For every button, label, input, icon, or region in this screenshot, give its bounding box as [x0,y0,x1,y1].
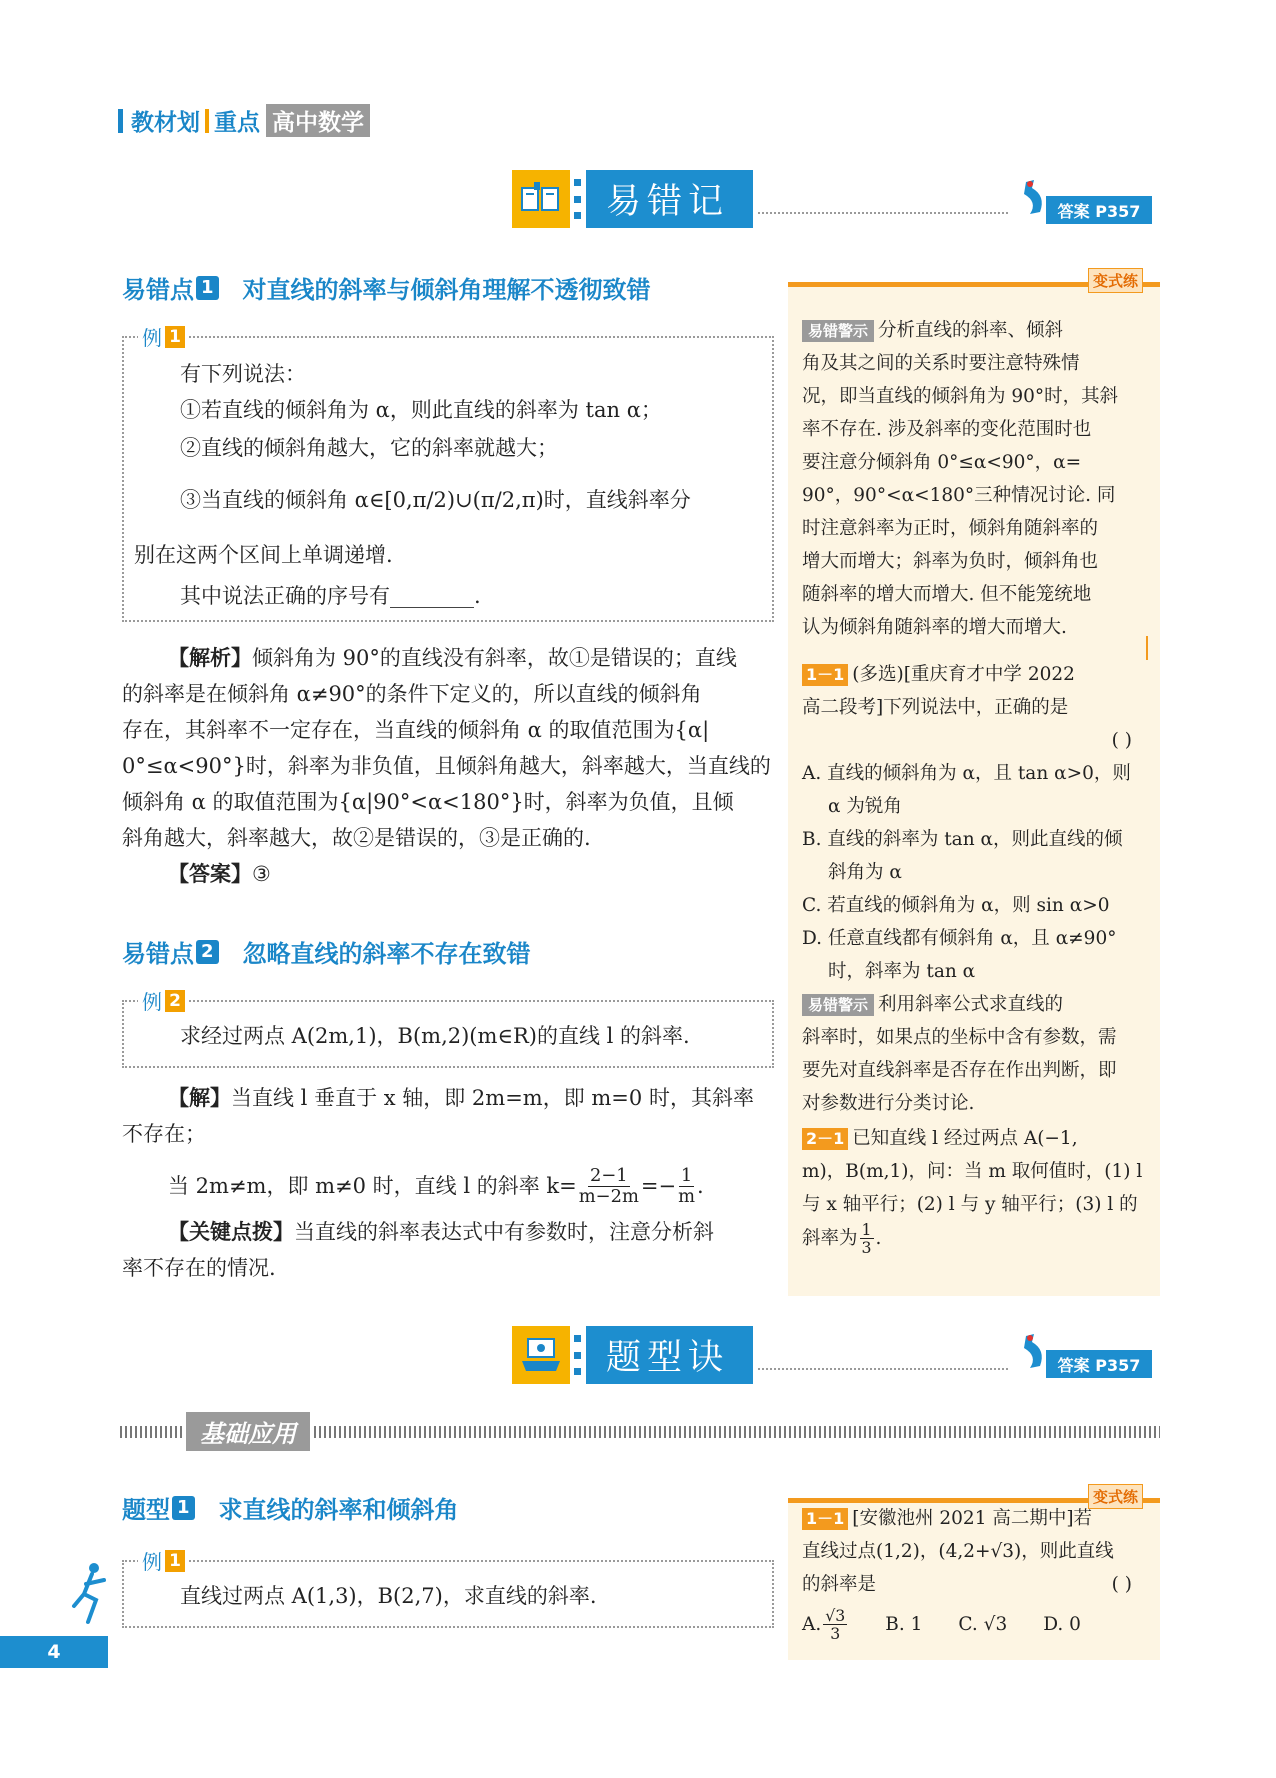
warning-line: 时注意斜率为正时，倾斜角随斜率的 [802,518,1099,539]
fraction [678,1166,695,1206]
example-label-text: 例 [142,1550,162,1574]
solution-block [122,1080,772,1286]
question-head: (多选)[重庆育才中学 2022 [852,664,1075,685]
example-label [138,1546,189,1575]
option-a-label: A. [802,1614,822,1636]
warning-line: 角及其之间的关系时要注意特殊情 [802,353,1080,374]
warning-line: 增大而增大；斜率为负时，倾斜角也 [802,551,1099,572]
section-header-question-types [512,1326,753,1384]
analysis-line: 0°≤α<90°}时，斜率为非负值，且倾斜角越大，斜率越大，当直线的 [122,754,771,778]
solution-label: 【解】 [168,1086,231,1110]
answer-label: 【答案】 [168,862,252,886]
question-line: 已知直线 l 经过两点 A(−1, [852,1128,1078,1149]
warning-block-2 [802,988,1152,1120]
warning-line: 随斜率的增大而增大. 但不能笼统地 [802,584,1092,605]
stripes [314,1426,1160,1438]
error-point-num: 1 [196,276,219,300]
books-icon [512,170,570,228]
question-tag: 1－1 [802,1508,848,1530]
corner-mark [1146,636,1148,660]
analysis-block [122,640,772,892]
warning-line: 率不存在. 涉及斜率的变化范围时也 [802,419,1092,440]
question-ask: 其中说法正确的序号有________. [180,584,481,608]
error-point-title: 忽略直线的斜率不存在致错 [242,940,531,968]
question-tag: 2－1 [802,1128,848,1150]
bird-icon [1016,178,1048,218]
key-point-line: 率不存在的情况. [122,1256,276,1281]
practice-question [802,1502,1152,1643]
warning-line: 对参数进行分类讨论. [802,1093,975,1114]
practice-badge: 变式练 [1088,268,1143,293]
brand-part1: 教材划 [131,110,200,136]
fraction-numerator: √3 [825,1606,846,1625]
stripes [120,1426,182,1438]
question-head: [安徽池州 2021 高二期中]若 [852,1508,1093,1529]
fraction-numerator: 2−1 [589,1165,628,1186]
analysis-line: 倾斜角 α 的取值范围为{α|90°<α<180°}时，斜率为负值，且倾 [122,790,734,814]
statement-3-cont: 别在这两个区间上单调递增. [134,543,393,567]
fraction-denominator: m [678,1185,696,1207]
header-dots [574,1335,582,1375]
error-point-1-heading [122,270,651,305]
warning-block-1 [802,314,1152,644]
warning-line: 认为倾斜角随斜率的增大而增大. [802,617,1067,638]
example-number: 1 [165,326,185,348]
option-d-cont: 时，斜率为 tan α [828,961,976,982]
key-point-label: 【关键点拨】 [168,1220,294,1245]
question-1-1 [802,658,1152,988]
error-point-2-heading [122,934,531,969]
warning-line: 利用斜率公式求直线的 [878,994,1064,1015]
statement-1: ①若直线的倾斜角为 α，则此直线的斜率为 tan α； [180,398,662,422]
equals-minus: =− [640,1174,677,1199]
brand-separator [205,109,209,133]
question-tag: 1－1 [802,664,848,686]
section-title: 易错记 [586,170,753,228]
example-2-question: 求经过两点 A(2m,1)，B(m,2)(m∈R)的直线 l 的斜率. [180,1024,690,1048]
fraction-numerator: 1 [680,1165,693,1186]
page-number: 4 [0,1636,108,1668]
example-label-text: 例 [142,990,162,1014]
answer-value: ③ [252,862,271,886]
question-type-title: 求直线的斜率和倾斜角 [218,1496,459,1524]
brand-bar [118,109,123,133]
solution-line: 不存在； [122,1122,206,1146]
option-c: C. 若直线的倾斜角为 α，则 sin α>0 [802,895,1110,916]
question-type-tag: 题型 [122,1496,170,1524]
solution-line: 当直线 l 垂直于 x 轴，即 2m=m，即 m=0 时，其斜率 [231,1086,754,1110]
runner-figure-icon [70,1560,114,1630]
analysis-line: 斜角越大，斜率越大，故②是错误的，③是正确的. [122,826,591,850]
fraction-denominator: 3 [830,1624,841,1644]
practice-badge: 变式练 [1088,1484,1143,1509]
answer-paren: ( ) [1111,1574,1132,1595]
fraction-denominator: 3 [861,1238,872,1258]
answer-ref-tag: 答案 P357 [1046,1350,1152,1378]
example-number: 1 [165,1550,185,1572]
question-intro: 有下列说法： [180,362,306,386]
type-1-question: 直线过两点 A(1,3)，B(2,7)，求直线的斜率. [180,1584,597,1608]
analysis-line: 倾斜角为 90°的直线没有斜率，故①是错误的；直线 [252,646,737,670]
question-line: 与 x 轴平行；(2) l 与 y 轴平行；(3) l 的 [802,1194,1138,1215]
example-number: 2 [165,990,185,1012]
question-type-num: 1 [172,1496,195,1520]
question-type-1-heading [122,1490,459,1525]
example-label-text: 例 [142,326,162,350]
brand-header [118,104,370,137]
computer-icon [512,1326,570,1384]
answer-ref-tag: 答案 P357 [1046,196,1152,224]
options-row [802,1607,1152,1643]
header-dots [574,179,582,219]
section-divider [758,1368,1008,1370]
analysis-line: 存在，其斜率不一定存在，当直线的倾斜角 α 的取值范围为{α| [122,718,710,742]
option-c: C. √3 [958,1614,1008,1636]
warning-line: 分析直线的斜率、倾斜 [878,320,1064,341]
answer-paren: ( ) [1111,730,1132,751]
bird-icon [1016,1332,1048,1372]
question-head: 高二段考]下列说法中，正确的是 [802,697,1069,718]
example-label [138,322,189,351]
basic-application-bar [120,1412,1160,1451]
error-point-num: 2 [196,940,219,964]
fraction-numerator: 1 [861,1220,872,1239]
option-a-cont: α 为锐角 [828,796,902,817]
analysis-label: 【解析】 [168,646,252,670]
warning-line: 90°，90°<α<180°三种情况讨论. 同 [802,485,1116,506]
period: . [875,1228,882,1250]
question-line: 斜率为 [802,1228,858,1250]
warning-line: 斜率时，如果点的坐标中含有参数，需 [802,1027,1117,1048]
option-b: B. 直线的斜率为 tan α，则此直线的倾 [802,829,1123,850]
brand-subject: 高中数学 [266,104,370,137]
warning-label: 易错警示 [802,320,874,342]
option-a: A. 直线的倾斜角为 α，且 tan α>0，则 [802,763,1131,784]
fraction [579,1166,639,1206]
warning-label: 易错警示 [802,994,874,1016]
option-b-cont: 斜角为 α [828,862,902,883]
error-point-tag: 易错点 [122,276,194,304]
fraction [823,1607,847,1643]
question-2-1 [802,1122,1152,1257]
analysis-line: 的斜率是在倾斜角 α≠90°的条件下定义的，所以直线的倾斜角 [122,682,702,706]
warning-line: 要注意分倾斜角 0°≤α<90°，α= [802,452,1082,473]
example-label [138,986,189,1015]
key-point-line: 当直线的斜率表达式中有参数时，注意分析斜 [294,1220,714,1245]
statement-3: ③当直线的倾斜角 α∈[0,π/2)∪(π/2,π)时，直线斜率分 [180,488,691,512]
section-title: 题型诀 [586,1326,753,1384]
solution-formula: 当 2m≠m，即 m≠0 时，直线 l 的斜率 k= $\frac{2-1}{m-2m}$ =− $\frac{1}{m}$ . [168,1165,704,1207]
statement-2: ②直线的倾斜角越大，它的斜率就越大； [180,436,558,460]
question-line: 直线过点(1,2)，(4,2+√3)，则此直线 [802,1541,1114,1562]
warning-line: 要先对直线斜率是否存在作出判断，即 [802,1060,1117,1081]
error-point-title: 对直线的斜率与倾斜角理解不透彻致错 [242,276,651,304]
fraction [860,1221,874,1257]
section-divider [758,212,1008,214]
solution-line: 当 2m≠m，即 m≠0 时，直线 l 的斜率 k= [168,1174,577,1199]
brand-part2: 重点 [214,110,260,136]
warning-line: 况，即当直线的倾斜角为 90°时，其斜 [802,386,1119,407]
error-point-tag: 易错点 [122,940,194,968]
option-a [802,1607,849,1643]
option-d: D. 0 [1043,1614,1081,1636]
basic-application-label: 基础应用 [186,1412,310,1451]
question-line: m)，B(m,1)，问：当 m 取何值时，(1) l [802,1161,1143,1182]
option-b: B. 1 [885,1614,923,1636]
question-line: 的斜率是 [802,1574,877,1595]
option-d: D. 任意直线都有倾斜角 α，且 α≠90° [802,928,1117,949]
fraction-denominator: m−2m [578,1185,639,1207]
section-header-error-notes [512,170,753,228]
